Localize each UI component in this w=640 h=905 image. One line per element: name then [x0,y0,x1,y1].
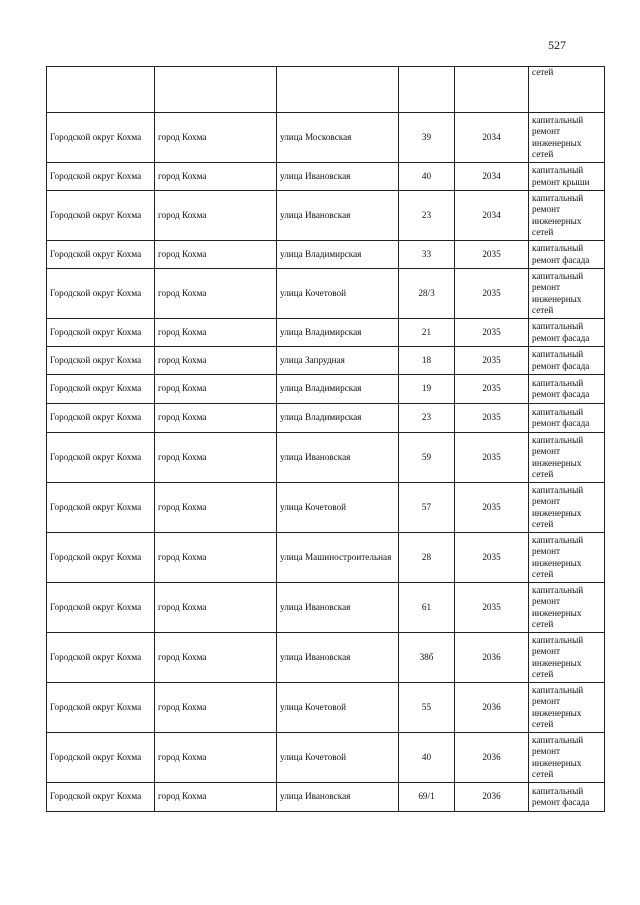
year-cell: 2034 [455,113,529,163]
district-cell: Городской округ Кохма [47,783,155,812]
city-cell: город Кохма [155,191,277,241]
district-cell: Городской округ Кохма [47,633,155,683]
table-row [47,269,605,319]
street-cell: улица Ивановская [277,783,399,812]
street-cell: улица Ивановская [277,583,399,633]
street-cell: улица Ивановская [277,633,399,683]
city-cell: город Кохма [155,733,277,783]
table-row [47,67,605,113]
street-cell: улица Кочетовой [277,269,399,319]
city-cell: город Кохма [155,241,277,269]
work-type-cell: капитальный ремонт инженерных сетей [529,269,605,319]
house-number-cell: 40 [399,733,455,783]
house-number-cell: 33 [399,241,455,269]
year-cell: 2034 [455,191,529,241]
street-cell: улица Запрудная [277,347,399,375]
district-cell: Городской округ Кохма [47,347,155,375]
table-row [47,533,605,583]
house-number-cell: 23 [399,404,455,433]
work-type-cell: капитальный ремонт фасада [529,375,605,404]
work-type-cell: капитальный ремонт фасада [529,404,605,433]
year-cell: 2035 [455,583,529,633]
table-row [47,375,605,404]
work-type-cell: капитальный ремонт инженерных сетей [529,683,605,733]
house-number-cell: 21 [399,319,455,347]
district-cell: Городской округ Кохма [47,533,155,583]
table-row [47,319,605,347]
year-cell: 2035 [455,347,529,375]
table-row [47,163,605,191]
city-cell: город Кохма [155,319,277,347]
year-cell [455,67,529,113]
year-cell: 2035 [455,404,529,433]
repair-schedule-table [46,66,605,812]
work-type-cell: капитальный ремонт инженерных сетей [529,533,605,583]
district-cell: Городской округ Кохма [47,583,155,633]
year-cell: 2035 [455,269,529,319]
street-cell: улица Московская [277,113,399,163]
house-number-cell: 61 [399,583,455,633]
year-cell: 2035 [455,433,529,483]
district-cell: Городской округ Кохма [47,191,155,241]
district-cell: Городской округ Кохма [47,733,155,783]
district-cell [47,67,155,113]
work-type-cell: капитальный ремонт инженерных сетей [529,583,605,633]
house-number-cell: 40 [399,163,455,191]
city-cell: город Кохма [155,633,277,683]
city-cell: город Кохма [155,113,277,163]
table-row [47,783,605,812]
house-number-cell: 23 [399,191,455,241]
work-type-cell: капитальный ремонт фасада [529,347,605,375]
house-number-cell: 69/1 [399,783,455,812]
work-type-cell: капитальный ремонт инженерных сетей [529,733,605,783]
street-cell: улица Ивановская [277,191,399,241]
district-cell: Городской округ Кохма [47,375,155,404]
district-cell: Городской округ Кохма [47,483,155,533]
work-type-cell: капитальный ремонт крыши [529,163,605,191]
district-cell: Городской округ Кохма [47,319,155,347]
year-cell: 2035 [455,241,529,269]
city-cell: город Кохма [155,583,277,633]
house-number-cell: 39 [399,113,455,163]
table-row [47,191,605,241]
street-cell: улица Ивановская [277,163,399,191]
house-number-cell: 38б [399,633,455,683]
city-cell [155,67,277,113]
city-cell: город Кохма [155,347,277,375]
work-type-cell: капитальный ремонт инженерных сетей [529,113,605,163]
work-type-cell: капитальный ремонт инженерных сетей [529,633,605,683]
year-cell: 2036 [455,733,529,783]
table-row [47,483,605,533]
work-type-cell: капитальный ремонт инженерных сетей [529,191,605,241]
work-type-cell: сетей [529,67,605,113]
house-number-cell: 18 [399,347,455,375]
house-number-cell: 57 [399,483,455,533]
street-cell: улица Кочетовой [277,733,399,783]
work-type-cell: капитальный ремонт инженерных сетей [529,433,605,483]
table-row [47,241,605,269]
work-type-cell: капитальный ремонт фасада [529,319,605,347]
street-cell: улица Владимирская [277,319,399,347]
street-cell: улица Ивановская [277,433,399,483]
work-type-cell: капитальный ремонт фасада [529,241,605,269]
city-cell: город Кохма [155,404,277,433]
house-number-cell: 55 [399,683,455,733]
city-cell: город Кохма [155,533,277,583]
city-cell: город Кохма [155,433,277,483]
table-row [47,633,605,683]
city-cell: город Кохма [155,375,277,404]
street-cell: улица Кочетовой [277,483,399,533]
city-cell: город Кохма [155,269,277,319]
street-cell: улица Кочетовой [277,683,399,733]
year-cell: 2034 [455,163,529,191]
street-cell: улица Владимирская [277,241,399,269]
table-row [47,347,605,375]
street-cell: улица Владимирская [277,404,399,433]
district-cell: Городской округ Кохма [47,404,155,433]
year-cell: 2035 [455,375,529,404]
city-cell: город Кохма [155,783,277,812]
year-cell: 2036 [455,783,529,812]
city-cell: город Кохма [155,683,277,733]
house-number-cell: 19 [399,375,455,404]
house-number-cell: 28/3 [399,269,455,319]
district-cell: Городской округ Кохма [47,683,155,733]
table-row [47,583,605,633]
district-cell: Городской округ Кохма [47,433,155,483]
district-cell: Городской округ Кохма [47,269,155,319]
district-cell: Городской округ Кохма [47,241,155,269]
table-row [47,404,605,433]
table-row [47,113,605,163]
street-cell: улица Владимирская [277,375,399,404]
year-cell: 2035 [455,319,529,347]
street-cell: улица Машиностроительная [277,533,399,583]
street-cell [277,67,399,113]
house-number-cell: 59 [399,433,455,483]
city-cell: город Кохма [155,483,277,533]
house-number-cell: 28 [399,533,455,583]
year-cell: 2035 [455,483,529,533]
work-type-cell: капитальный ремонт фасада [529,783,605,812]
year-cell: 2036 [455,683,529,733]
table-row [47,433,605,483]
year-cell: 2036 [455,633,529,683]
work-type-cell: капитальный ремонт инженерных сетей [529,483,605,533]
table-row [47,683,605,733]
page-number: 527 [548,38,566,52]
city-cell: город Кохма [155,163,277,191]
district-cell: Городской округ Кохма [47,163,155,191]
district-cell: Городской округ Кохма [47,113,155,163]
house-number-cell [399,67,455,113]
table-row [47,733,605,783]
year-cell: 2035 [455,533,529,583]
